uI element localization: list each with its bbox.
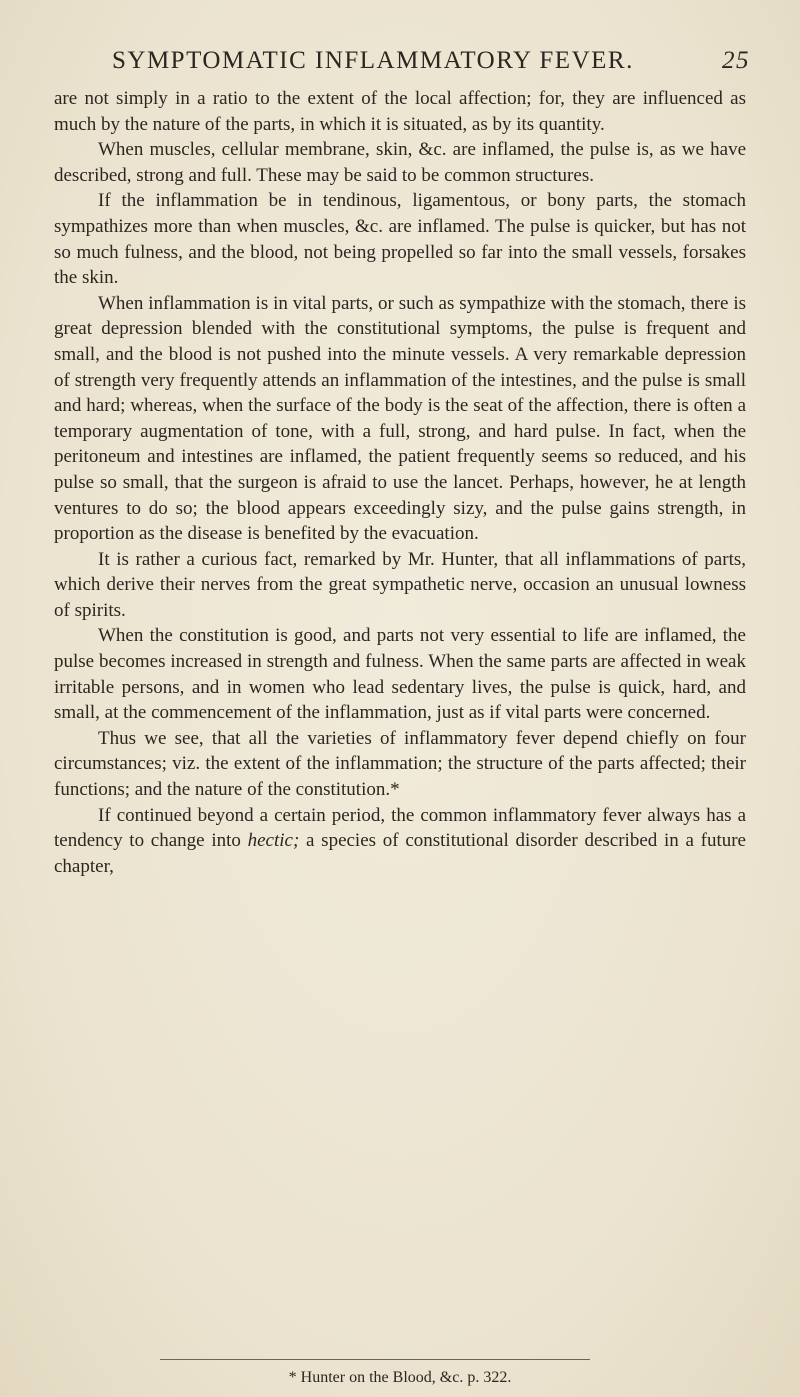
paragraph-sympathetic-nerve: It is rather a curious fact, remarked by Mr. Hunter, that all inflammations of parts, which derive their nerves from the great sympathetic nerve, occasion an unusual lowness of spirits.	[54, 548, 746, 621]
paragraph-continued: are not simply in a ratio to the extent of the local affection; for, they are influenced as much by the nature of the parts, in which it is situated, as by its quantity.	[54, 88, 746, 135]
paragraph-hectic	[54, 803, 746, 880]
running-title: SYMPTOMATIC INFLAMMATORY FEVER.	[112, 47, 634, 74]
paragraph-common-structures: When muscles, cellular membrane, skin, &c. are inflamed, the pulse is, as we have described, strong and full. These may be said to be common structures.	[54, 139, 746, 186]
page-number: 25	[722, 47, 750, 74]
hectic-text-after: a species of constitutional disorder described in a future chapter,	[54, 830, 746, 877]
footnote-rule	[160, 1359, 590, 1360]
paragraph-vital-parts: When inflammation is in vital parts, or such as sympathize with the stomach, there is great depression blended with the constitutional symptoms, the pulse is frequent and small, and the blood is not pushed into the minute vessels. A very remarkable depression of strength very frequently attends an inflammation of the intestines, and the pulse is small and hard; whereas, when the surface of the body is the seat of the affection, there is often a temporary augmentation of tone, with a full, strong, and hard pulse. In fact, when the peritoneum and intestines are inflamed, the patient frequently seems so reduced, and his pulse so small, that the surgeon is afraid to use the lancet. Perhaps, however, he at length ventures to do so; the blood appears exceedingly sizy, and the pulse gains strength, in proportion as the disease is benefited by the evacuation.	[54, 292, 746, 545]
hectic-term: hectic;	[247, 830, 300, 852]
paragraph-constitution: When the constitution is good, and parts not very essential to life are inflamed, the pulse becomes increased in strength and fulness. When the same parts are affected in weak irritable persons, and in women who lead sedentary lives, the pulse is quick, hard, and small, at the commencement of the inflammation, just as if vital parts were concerned.	[54, 625, 746, 724]
paragraph-tendinous-parts: If the inflammation be in tendinous, ligamentous, or bony parts, the stomach sympathizes more than when muscles, &c. are inflamed. The pulse is quicker, but has not so much fulness, and the blood, not being propelled so far into the small vessels, forsakes the skin.	[54, 190, 746, 289]
body-text	[54, 86, 746, 879]
hectic-text-before: If continued beyond a certain period, the common inflammatory fever always has a tendency to change into	[54, 804, 746, 852]
paragraph-four-circumstances: Thus we see, that all the varieties of inflammatory fever depend chiefly on four circumstances; viz. the extent of the inflammation; the structure of the parts affected; their functions; and the nature of the constitution.*	[54, 727, 746, 801]
running-head	[112, 44, 760, 78]
footnote: * Hunter on the Blood, &c. p. 322.	[288, 1369, 512, 1386]
